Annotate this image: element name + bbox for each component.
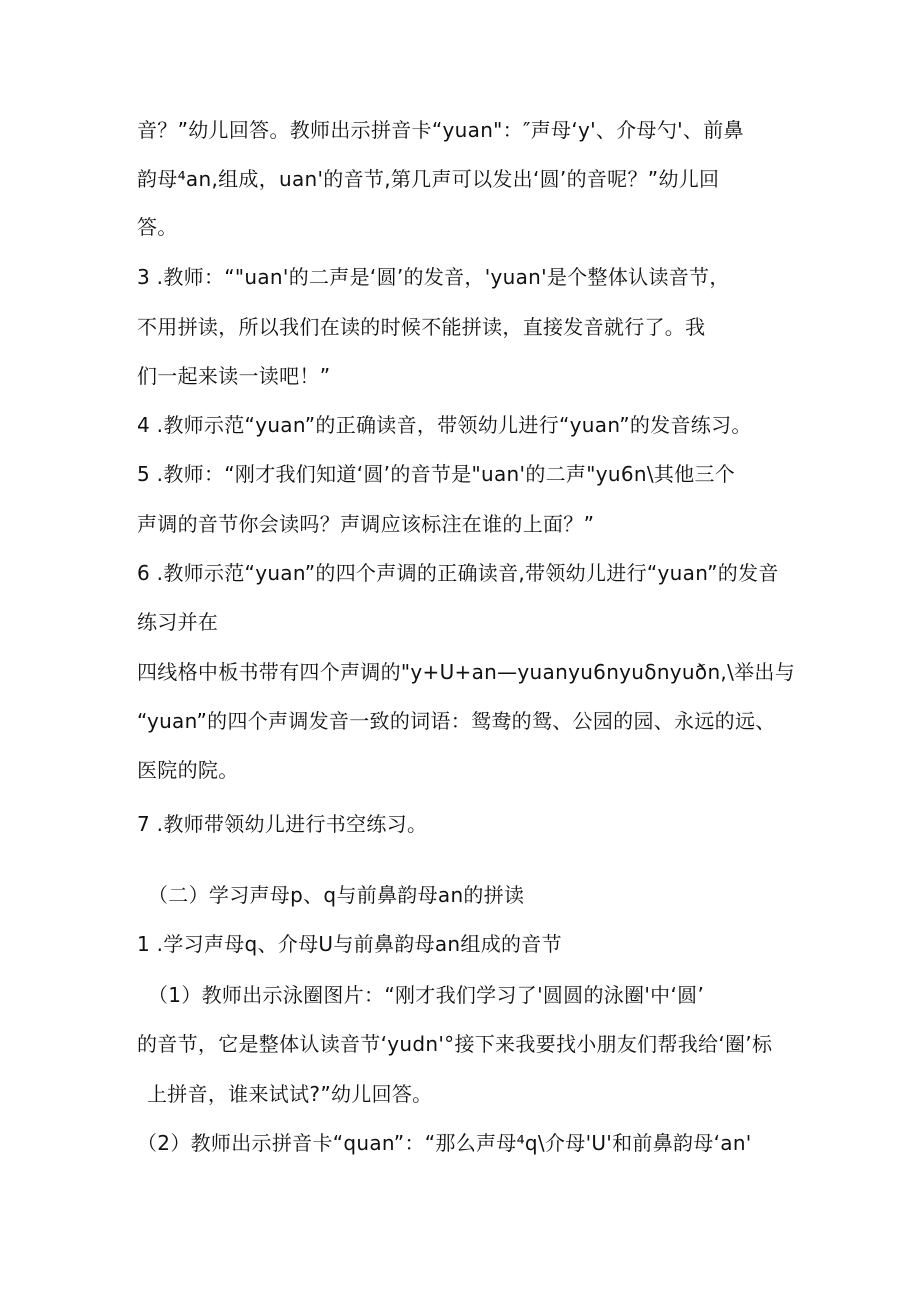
text-line-8: 5 .教师：“刚才我们知道‘圆’的音节是"uan'的二声"yu6n\其他三个	[137, 462, 736, 486]
text-line-13: “yuan”的四个声调发音一致的词语：鸳鸯的鸳、公园的园、永远的远、	[137, 709, 776, 733]
section-heading: （二）学习声母p、q与前鼻韵母an的拼读	[148, 883, 525, 907]
text-line-2: 韵母⁴an,组成，uan'的音节,第几声可以发出‘圆’的音呢？”幼儿回	[137, 167, 720, 191]
text-line-9: 声调的音节你会读吗？声调应该标注在谁的上面？”	[137, 512, 595, 536]
text-line-21: （2）教师出示拼音卡“quan”：“那么声母⁴q\介母'U'和前鼻韵母‘an'	[137, 1131, 752, 1155]
text-line-3: 答。	[137, 215, 178, 239]
text-line-4: 3 .教师：“"uan'的二声是‘圆’的发音，'yuan'是个整体认读音节，	[137, 265, 730, 289]
text-line-7: 4 .教师示范“yuan”的正确读音，带领幼儿进行“yuan”的发音练习。	[137, 413, 752, 437]
text-line-1: 音？”幼儿回答。教师出示拼音卡“yuan"：″声母‘y'、介母勺'、前鼻	[137, 118, 744, 142]
text-line-10: 6 .教师示范“yuan”的四个声调的正确读音,带领幼儿进行“yuan”的发音	[137, 561, 779, 585]
text-line-14: 医院的院。	[137, 758, 239, 782]
text-line-18: （1）教师出示泳圈图片：“刚才我们学习了'圆圆的泳圈'中‘圆’	[148, 983, 705, 1007]
text-line-17: 1 .学习声母q、介母U与前鼻韵母an组成的音节	[137, 932, 562, 956]
text-line-19: 的音节，它是整体认读音节‘yudn'°接下来我要找小朋友们帮我给‘圈’标	[137, 1032, 773, 1056]
text-line-11: 练习并在	[137, 610, 219, 634]
text-line-12: 四线格中板书带有四个声调的"y+U+an—yuanyu6nyuδnyuðn,\举出与	[137, 660, 796, 684]
text-line-6: 们一起来读一读吧！”	[137, 364, 331, 388]
text-line-20: 上拼音，谁来试试?”幼儿回答。	[147, 1082, 433, 1106]
text-line-15: 7 .教师带领幼儿进行书空练习。	[137, 812, 428, 836]
text-line-5: 不用拼读，所以我们在读的时候不能拼读，直接发音就行了。我	[137, 315, 706, 339]
